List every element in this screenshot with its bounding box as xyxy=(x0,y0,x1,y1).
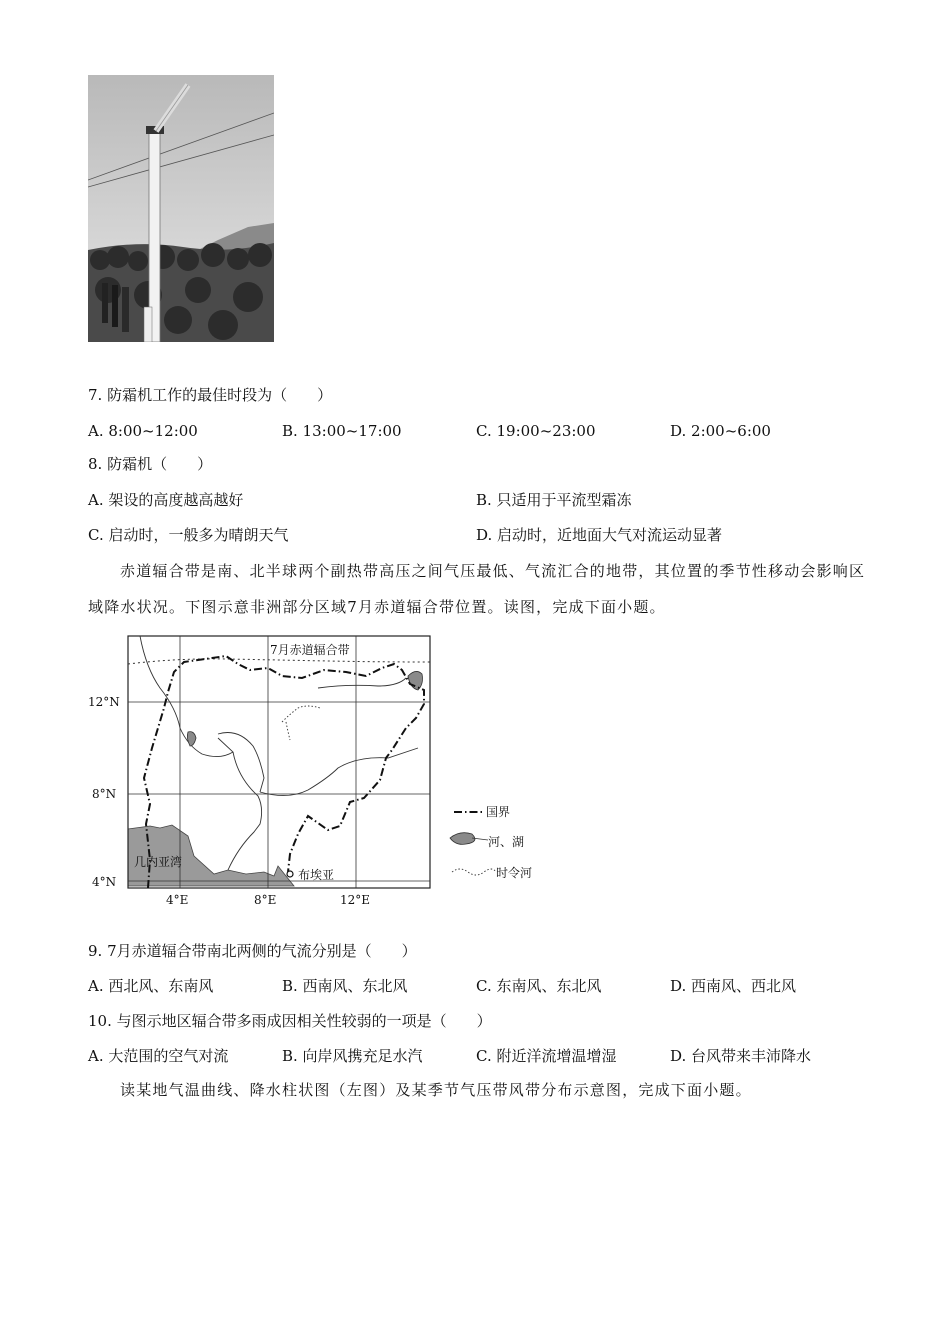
buea-city-marker xyxy=(287,871,293,877)
city-label: 布埃亚 xyxy=(298,868,335,882)
q8-option-d[interactable]: D. 启动时，近地面大气对流运动显著 xyxy=(476,526,723,544)
q9-option-c[interactable]: C. 东南风、东北风 xyxy=(476,977,602,995)
benue-river xyxy=(260,748,418,796)
legend-river-lake-label: 河、湖 xyxy=(488,835,525,849)
q10-stem: 10. 与图示地区辐合带多雨成因相关性较弱的一项是（ ） xyxy=(88,1012,492,1030)
legend-border-label: 国界 xyxy=(486,805,511,819)
lat-label-4n: 4°N xyxy=(92,875,117,889)
q9-option-a[interactable]: A. 西北风、东南风 xyxy=(88,977,214,995)
kaduna-river xyxy=(218,733,264,793)
q7-stem: 7. 防霜机工作的最佳时段为（ ） xyxy=(88,386,333,404)
q8-option-a[interactable]: A. 架设的高度越高越好 xyxy=(88,491,244,509)
intro-paragraph-itcz: 赤道辐合带是南、北半球两个副热带高压之间气压最低、气流汇合的地带，其位置的季节性移动会影响区域降水状况。下图示意非洲部分区域7月赤道辐合带位置。读图，完成下面小题。 xyxy=(88,562,866,616)
intro-paragraph-climate: 读某地气温曲线、降水柱状图（左图）及某季节气压带风带分布示意图，完成下面小题。 xyxy=(120,1081,752,1099)
q7-option-a[interactable]: A. 8:00~12:00 xyxy=(88,422,198,440)
q7-option-c[interactable]: C. 19:00~23:00 xyxy=(476,422,596,440)
q7-option-d[interactable]: D. 2:00~6:00 xyxy=(670,422,771,440)
itcz-line xyxy=(128,659,430,664)
q9-option-d[interactable]: D. 西南风、西北风 xyxy=(670,977,797,995)
lon-label-12e: 12°E xyxy=(340,893,371,907)
q10-option-b[interactable]: B. 向岸风携充足水汽 xyxy=(282,1047,423,1065)
lon-label-4e: 4°E xyxy=(166,893,189,907)
lat-label-8n: 8°N xyxy=(92,787,117,801)
map-legend xyxy=(450,805,532,880)
q10-option-d[interactable]: D. 台风带来丰沛降水 xyxy=(670,1047,812,1065)
lat-label-12n: 12°N xyxy=(88,695,120,709)
lon-label-8e: 8°E xyxy=(254,893,277,907)
seasonal-river xyxy=(282,706,320,740)
q10-option-c[interactable]: C. 附近洋流增温增湿 xyxy=(476,1047,617,1065)
itcz-map xyxy=(88,628,558,918)
q9-option-b[interactable]: B. 西南风、东北风 xyxy=(282,977,408,995)
q9-stem: 9. 7月赤道辐合带南北两侧的气流分别是（ ） xyxy=(88,942,417,960)
kainji-lake xyxy=(187,732,196,746)
lake-chad xyxy=(408,671,423,690)
legend-seasonal-river-label: 时令河 xyxy=(496,866,533,880)
q7-option-b[interactable]: B. 13:00~17:00 xyxy=(282,422,402,440)
q8-stem: 8. 防霜机（ ） xyxy=(88,455,213,473)
river-east xyxy=(318,678,406,688)
itcz-label: 7月赤道辐合带 xyxy=(270,643,350,657)
gulf-label: 几内亚湾 xyxy=(134,855,183,869)
frost-fan-photo xyxy=(88,75,274,342)
q8-option-b[interactable]: B. 只适用于平流型霜冻 xyxy=(476,491,632,509)
q8-option-c[interactable]: C. 启动时，一般多为晴朗天气 xyxy=(88,526,289,544)
q10-option-a[interactable]: A. 大范围的空气对流 xyxy=(88,1047,229,1065)
